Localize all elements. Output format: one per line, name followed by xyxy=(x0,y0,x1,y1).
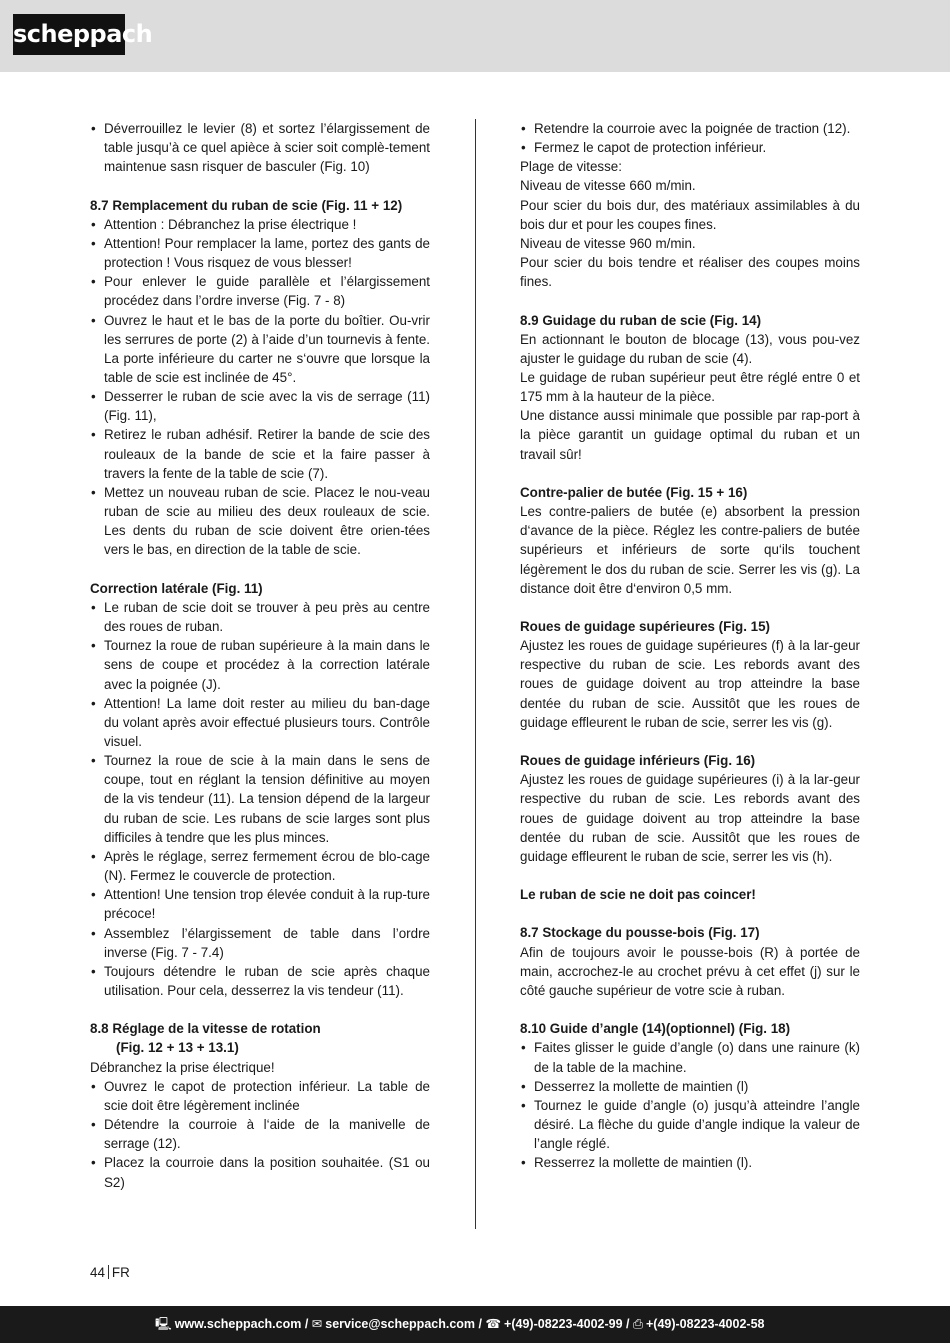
speed-660-use: Pour scier du bois dur, des matériaux assimilables à du bois dur et pour les coupes fines. xyxy=(520,197,860,232)
page-number xyxy=(90,1265,130,1280)
list-item: • Mettez un nouveau ruban de scie. Placez le nou-veau ruban de scie au milieu des deux rouleaux de scie. Les dents du ruban de scie doivent être orien-tées vers le bas, en direction de la table de scie. xyxy=(91,484,430,558)
list-item: • Ouvrez le haut et le bas de la porte du boîtier. Ou-vrir les serrures de porte (2) à l’aide d’un tournevis à fente. La porte inférieure du carter ne s‘ouvre que lorsque la table de scie est inclinée de 45°. xyxy=(91,312,430,386)
section-8-8-intro: Débranchez la prise électrique! xyxy=(90,1059,275,1075)
list-item: • Attention! La lame doit rester au milieu du ban-dage du volant après avoir effectué plusieurs tours. Contrôle visuel. xyxy=(91,695,430,749)
paragraph: Le guidage de ruban supérieur peut être réglé entre 0 et 175 mm à la hauteur de la pièce. xyxy=(520,370,860,405)
footer-email[interactable]: service@scheppach.com / xyxy=(325,1317,482,1331)
list-item: • Déverrouillez le levier (8) et sortez l’élargissement de table jusqu’à ce quel apièce à scier soit complè-tement maintenue sasn risquer de basculer (Fig. 10) xyxy=(91,121,430,175)
list-item: • Retirez le ruban adhésif. Retirer la bande de scie des rouleaux de la bande de scie et la faire passer à travers la fente de la table de scie (7). xyxy=(91,427,430,481)
telephone-icon: ☎ xyxy=(485,1317,502,1331)
list-item: • Attention! Une tension trop élevée conduit à la rup-ture précoce! xyxy=(91,887,430,922)
section-heading-stockage: 8.7 Stockage du pousse-bois (Fig. 17) xyxy=(520,925,760,941)
left-column xyxy=(90,119,430,1192)
section-8-10-list xyxy=(520,1038,860,1172)
list-item: • Placez la courroie dans la position souhaitée. (S1 ou S2) xyxy=(91,1155,430,1190)
paragraph: Ajustez les roues de guidage supérieures (i) à la lar-geur respective du ruban de scie. Les rebords avant des roues de guidage doivent au trop atteindre la base dentée du ruban de scie. Aussitôt que les roues de guidage effleurent le ruban de scie, serrer les vis (h). xyxy=(520,772,860,864)
section-8-8-list xyxy=(90,1077,430,1192)
section-8-8-continued-list xyxy=(520,119,860,157)
section-heading-8-7: 8.7 Remplacement du ruban de scie (Fig. 11 + 12) xyxy=(90,197,403,213)
speed-level-660: Niveau de vitesse 660 m/min. xyxy=(520,178,696,194)
section-heading-roues-inferieurs: Roues de guidage inférieurs (Fig. 16) xyxy=(520,753,756,769)
page-number-value: 44 xyxy=(90,1265,105,1280)
list-item: • Tournez le guide d’angle (o) jusqu’à atteindre l’angle désiré. La flèche du guide d’angle indique la valeur de l’angle réglé. xyxy=(521,1097,860,1152)
list-item: • Faites glisser le guide d’angle (o) dans une rainure (k) de la table de la machine. xyxy=(521,1040,860,1075)
list-item: • Le ruban de scie doit se trouver à peu près au centre des roues de ruban. xyxy=(91,599,430,635)
list-item: • Fermez le capot de protection inférieur. xyxy=(521,140,767,156)
right-column xyxy=(520,119,860,1172)
section-heading-roues-superieures: Roues de guidage supérieures (Fig. 15) xyxy=(520,619,771,635)
list-item: • Tournez la roue de ruban supérieure à la main dans le sens de coupe et procédez à la correction latérale avec la poignée (J). xyxy=(91,638,430,692)
warning-text: Le ruban de scie ne doit pas coincer! xyxy=(520,887,756,903)
paragraph: Afin de toujours avoir le pousse-bois (R) à portée de main, accrochez-le au crochet prévu à cet effet (j) sur le côté gauche supérieur de votre scie à ruban. xyxy=(520,944,860,998)
paragraph: Ajustez les roues de guidage supérieures (f) à la lar-geur respective du ruban de scie. Les rebords avant des roues de guidage doivent au trop atteindre la base dentée du ruban de scie. Aussitôt que les roues de guidage effleurent le ruban de scie, serrer les vis (g). xyxy=(520,638,860,730)
list-item: • Retendre la courroie avec la poignée de traction (12). xyxy=(521,121,851,136)
page-language: FR xyxy=(111,1265,130,1280)
footer-fax: +(49)-08223-4002-58 xyxy=(645,1317,765,1331)
section-heading-8-9: 8.9 Guidage du ruban de scie (Fig. 14) xyxy=(520,312,762,328)
section-8-7-list xyxy=(90,215,430,560)
scheppach-logo: scheppach xyxy=(13,14,125,55)
column-divider xyxy=(475,119,476,1229)
list-item: • Attention! Pour remplacer la lame, portez des gants de protection ! Vous risquez de vous blesser! xyxy=(91,235,430,271)
section-heading-correction: Correction latérale (Fig. 11) xyxy=(90,580,263,596)
speed-960-use: Pour scier du bois tendre et réaliser des coupes moins fines. xyxy=(520,255,860,290)
computer-icon: 🖳 xyxy=(155,1317,172,1331)
list-item: • Assemblez l’élargissement de table dans l’ordre inverse (Fig. 7 - 7.4) xyxy=(91,925,430,960)
list-item: • Attention : Débranchez la prise électrique ! xyxy=(91,216,357,232)
list-item: • Détendre la courroie à l‘aide de la manivelle de serrage (12). xyxy=(91,1117,430,1152)
list-item: • Resserrez la mollette de maintien (l). xyxy=(521,1155,753,1171)
list-item: • Ouvrez le capot de protection inférieur. La table de scie doit être légèrement inclinée xyxy=(91,1078,430,1113)
intro-list xyxy=(90,119,430,176)
list-item: • Toujours détendre le ruban de scie après chaque utilisation. Pour cela, desserrez la vis tendeur (11). xyxy=(91,963,430,998)
envelope-icon: ✉ xyxy=(311,1317,323,1331)
speed-range-label: Plage de vitesse: xyxy=(520,159,622,175)
footer-bar xyxy=(0,1306,950,1343)
correction-list xyxy=(90,598,430,1000)
header-band xyxy=(0,0,950,72)
list-item: • Pour enlever le guide parallèle et l’élargissement procédez dans l’ordre inverse (Fig. 7 - 8) xyxy=(91,274,430,309)
section-heading-8-8: 8.8 Réglage de la vitesse de rotation xyxy=(90,1021,321,1037)
paragraph: Les contre-paliers de butée (e) absorbent la pression d‘avance de la pièce. Réglez les contre-paliers de butée supérieurs et inférieurs de sorte qu‘ils touchent légèrement le dos du ruban de scie. Serrer les vis (g). La distance doit être d‘environ 0,5 mm. xyxy=(520,504,860,596)
footer-website[interactable]: www.scheppach.com / xyxy=(174,1317,309,1331)
fax-icon: ⎙ xyxy=(632,1317,643,1331)
footer-phone: +(49)-08223-4002-99 / xyxy=(504,1317,630,1331)
section-heading-8-10: 8.10 Guide d’angle (14)(optionnel) (Fig. 18) xyxy=(520,1021,791,1037)
speed-level-960: Niveau de vitesse 960 m/min. xyxy=(520,235,696,251)
list-item: • Après le réglage, serrez fermement écrou de blo-cage (N). Fermez le couvercle de protection. xyxy=(91,848,430,884)
paragraph: Une distance aussi minimale que possible par rap-port à la pièce garantit un guidage optimal du ruban et un travail sûr! xyxy=(520,408,860,462)
list-item: • Tournez la roue de scie à la main dans le sens de coupe, tout en réglant la tension définitive au moyen de la vis tendeur (11). La tension dépend de la largeur du ruban de scie. Les rubans de scie larges sont plus difficiles à tendre que les plus minces. xyxy=(91,753,430,845)
paragraph: En actionnant le bouton de blocage (13), vous pou-vez ajuster le guidage du ruban de scie (4). xyxy=(520,331,860,366)
list-item: • Desserrer le ruban de scie avec la vis de serrage (11) (Fig. 11), xyxy=(91,389,430,424)
list-item: • Desserrez la mollette de maintien (l) xyxy=(521,1078,749,1094)
section-heading-contre-palier: Contre-palier de butée (Fig. 15 + 16) xyxy=(520,484,748,500)
section-heading-8-8-figs: (Fig. 12 + 13 + 13.1) xyxy=(116,1040,239,1056)
